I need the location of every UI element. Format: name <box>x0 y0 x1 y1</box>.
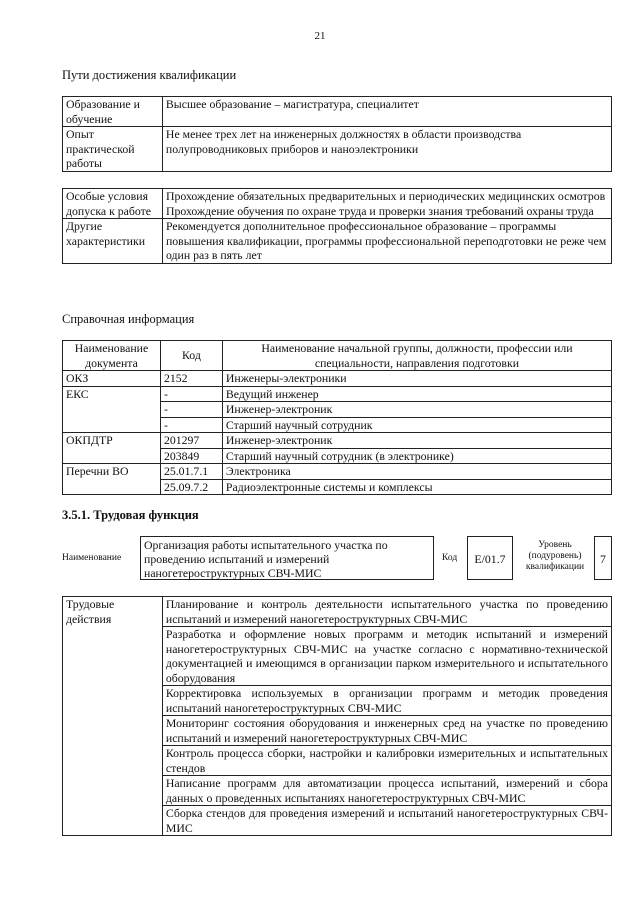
cell-name: Инженер-электроник <box>222 402 611 418</box>
table-row <box>63 371 612 387</box>
row-value: Высшее образование – магистратура, специалитет <box>162 97 611 127</box>
cell-code: - <box>160 417 222 433</box>
table-row <box>63 464 612 480</box>
code-label: Код <box>442 553 458 563</box>
cell-code: 2152 <box>160 371 222 387</box>
cell-name: Старший научный сотрудник (в электронике) <box>222 448 611 464</box>
header-name: Наименование начальной группы, должности, профессии или специальности, направления подготовки <box>222 341 611 371</box>
cell-document: ЕКС <box>63 386 161 433</box>
action-item: Планирование и контроль деятельности испытательного участка по проведению испытаний и измерений наногетероструктурных СВЧ-МИС <box>162 597 611 627</box>
cell-code: 25.01.7.1 <box>160 464 222 480</box>
table-row <box>63 97 612 127</box>
header-code: Код <box>160 341 222 371</box>
table-row <box>63 189 612 219</box>
cell-name: Ведущий инженер <box>222 386 611 402</box>
action-item: Контроль процесса сборки, настройки и калибровки измерительных и испытательных стендов <box>162 746 611 776</box>
row-value: Не менее трех лет на инженерных должностях в области производства полупроводниковых приборов и наноэлектроники <box>162 127 611 172</box>
cell-name: Электроника <box>222 464 611 480</box>
table-row <box>63 433 612 449</box>
action-item: Разработка и оформление новых программ и методик испытаний и измерений наногетероструктурных СВЧ-МИС на участке согласно с нормативно-технической документацией и имеющимся в организации парком измерительного и испытательного оборудования <box>162 627 611 686</box>
level-label: Уровень (подуровень) квалификации <box>525 540 585 572</box>
cell-document: ОКПДТР <box>63 433 161 464</box>
cell-code: 25.09.7.2 <box>160 479 222 495</box>
reference-table <box>62 340 612 495</box>
function-name-value: Организация работы испытательного участка по проведению испытаний и измерений наногетероструктурных СВЧ-МИС <box>140 536 434 580</box>
table-row <box>63 386 612 402</box>
function-code-value: E/01.7 <box>467 536 513 580</box>
action-item: Мониторинг состояния оборудования и инженерных сред на участке по проведению испытаний и измерений наногетероструктурных СВЧ-МИС <box>162 716 611 746</box>
table-row <box>63 597 612 627</box>
condition-line: Прохождение обучения по охране труда и проверки знания требований охраны труда <box>165 203 594 218</box>
row-label: Образование и обучение <box>63 97 163 127</box>
action-item: Корректировка используемых в организации программ и методик проведения испытаний наногетероструктурных СВЧ-МИС <box>162 686 611 716</box>
level-value: 7 <box>594 536 612 580</box>
actions-label: Трудовые действия <box>63 597 163 836</box>
action-item: Написание программ для автоматизации процесса испытаний, измерений и сбора данных о проведенных испытаниях наногетероструктурных СВЧ-МИС <box>162 776 611 806</box>
cell-code: - <box>160 402 222 418</box>
row-label: Особые условия допуска к работе <box>63 189 163 219</box>
table-row <box>63 219 612 264</box>
row-value <box>162 219 611 264</box>
labor-actions-table <box>62 596 612 836</box>
qualification-paths-table <box>62 96 612 172</box>
header-document: Наименование документа <box>63 341 161 371</box>
row-label: Опыт практической работы <box>63 127 163 172</box>
table-row <box>63 127 612 172</box>
row-value <box>162 189 611 219</box>
page-number: 21 <box>314 30 326 42</box>
table-header-row <box>63 341 612 371</box>
cell-code: - <box>160 386 222 402</box>
cell-name: Инженеры-электроники <box>222 371 611 387</box>
name-label: Наименование <box>62 553 122 563</box>
cell-code: 203849 <box>160 448 222 464</box>
reference-heading: Справочная информация <box>62 312 195 326</box>
cell-name: Радиоэлектронные системы и комплексы <box>222 479 611 495</box>
cell-name: Старший научный сотрудник <box>222 417 611 433</box>
cell-document: ОКЗ <box>63 371 161 387</box>
condition-line: Прохождение обязательных предварительных и периодических медицинских осмотров <box>165 189 606 203</box>
characteristic-line: Рекомендуется дополнительное профессиональное образование – программы повышения квалификации, программы профессиональной переподготовки не реже чем один раз в пять лет <box>165 219 607 262</box>
paths-heading: Пути достижения квалификации <box>62 68 237 82</box>
cell-document: Перечни ВО <box>63 464 161 495</box>
cell-name: Инженер-электроник <box>222 433 611 449</box>
action-item: Сборка стендов для проведения измерений и испытаний наногетероструктурных СВЧ-МИС <box>162 806 611 836</box>
special-conditions-table <box>62 188 612 264</box>
row-label: Другие характеристики <box>63 219 163 264</box>
function-heading: 3.5.1. Трудовая функция <box>62 508 199 522</box>
cell-code: 201297 <box>160 433 222 449</box>
